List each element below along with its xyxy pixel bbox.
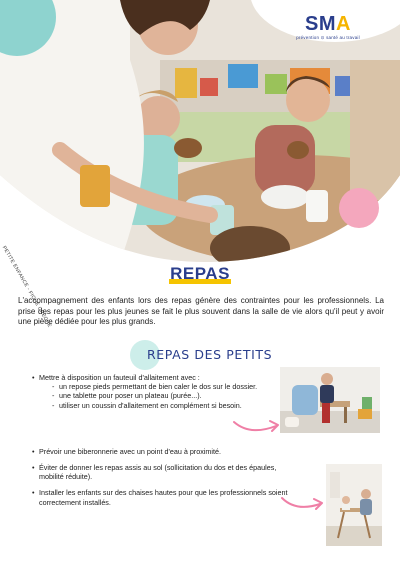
logo-tagline: prévention ⊙ santé au travail [296, 35, 360, 40]
smia-logo [288, 14, 368, 41]
logo-wordmark: SMA [305, 13, 351, 35]
page-title: REPAS [170, 264, 230, 283]
intro-paragraph: L'accompagnement des enfants lors des repas génère des contraintes pour les professionnels. La prise des repas pour les plus jeunes se fait le plus souvent dans la salle de vie alors qu'il peut y avoir une pièce dédiée pour les plus grands. [18, 296, 384, 326]
photo-nursing-chair [280, 367, 380, 433]
decor-circle-pink [339, 188, 379, 228]
sub-bullet: - une tablette pour poser un plateau (purée...). [52, 391, 352, 400]
section-title: REPAS DES PETITS [147, 347, 273, 362]
title-wrap [0, 264, 400, 284]
side-label: PETITE ENFANCE - FICHE CRÈCHE [0, 245, 53, 329]
bullet-chaises: • Installer les enfants sur des chaises hautes pour que les professionnels soient correctement installés. [32, 488, 297, 506]
photo-high-chairs [326, 464, 382, 546]
bullet-biberonnerie: • Prévoir une biberonnerie avec un point d'eau à proximité. [32, 447, 352, 456]
arrow-icon [232, 414, 284, 438]
bullet-sol: • Éviter de donner les repas assis au sol (sollicitation du dos et des épaules, mobilité réduite). [32, 463, 301, 481]
arrow-icon [280, 492, 328, 516]
bullet-fauteuil: • Mettre à disposition un fauteuil d'allaitement avec : [32, 373, 352, 382]
sub-bullet: - utiliser un coussin d'allaitement en complément si besoin. [52, 401, 352, 410]
sub-bullet: - un repose pieds permettant de bien caler le dos sur le dossier. [52, 382, 352, 391]
